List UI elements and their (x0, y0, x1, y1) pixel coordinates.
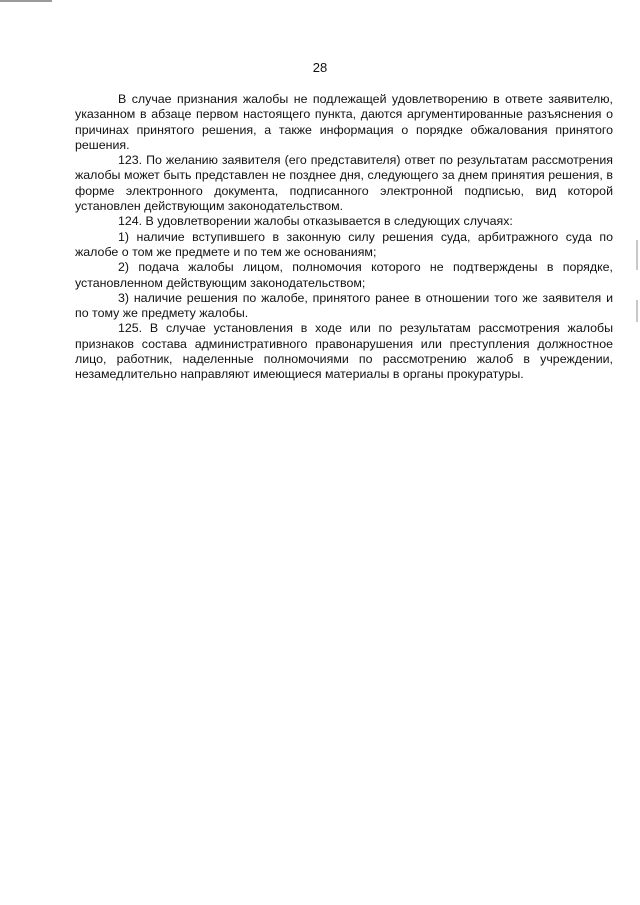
paragraph-124: 124. В удовлетворении жалобы отказывается в следующих случаях: (118, 214, 513, 229)
scan-edge-mark (636, 240, 638, 270)
list-item-2: 2) подача жалобы лицом, полномочия которого не подтверждены в порядке, установленном действующим законодательством; (75, 260, 613, 290)
paragraph-125: 125. В случае установления в ходе или по результатам рассмотрения жалобы признаков состава административного правонарушения или преступления должностное лицо, работник, наделенные полномочиями по рассмотрению жалоб в учреждении, незамедлительно направляют имеющиеся материалы в органы прокуратуры. (75, 321, 613, 382)
scan-edge-mark (636, 300, 638, 322)
list-item-3: 3) наличие решения по жалобе, принятого ранее в отношении того же заявителя и по тому же предмету жалобы. (75, 290, 613, 321)
page-number: 28 (312, 60, 328, 75)
document-body (75, 92, 613, 383)
paragraph-refusal-explanation: В случае признания жалобы не подлежащей удовлетворению в ответе заявителю, указанном в абзаце первом настоящего пункта, даются аргументированные разъяснения о причинах принятого решения, а также информация о порядке обжалования принятого решения. (75, 92, 613, 152)
paragraph-123: 123. По желанию заявителя (его представителя) ответ по результатам рассмотрения жалобы может быть представлен не позднее дня, следующего за днем принятия решения, в форме электронного документа, подписанного электронной подписью, вид которой установлен действующим законодательством. (75, 153, 613, 214)
list-item-1: 1) наличие вступившего в законную силу решения суда, арбитражного суда по жалобе о том же предмете и по тем же основаниям; (75, 229, 613, 259)
scan-edge-mark (0, 0, 52, 2)
